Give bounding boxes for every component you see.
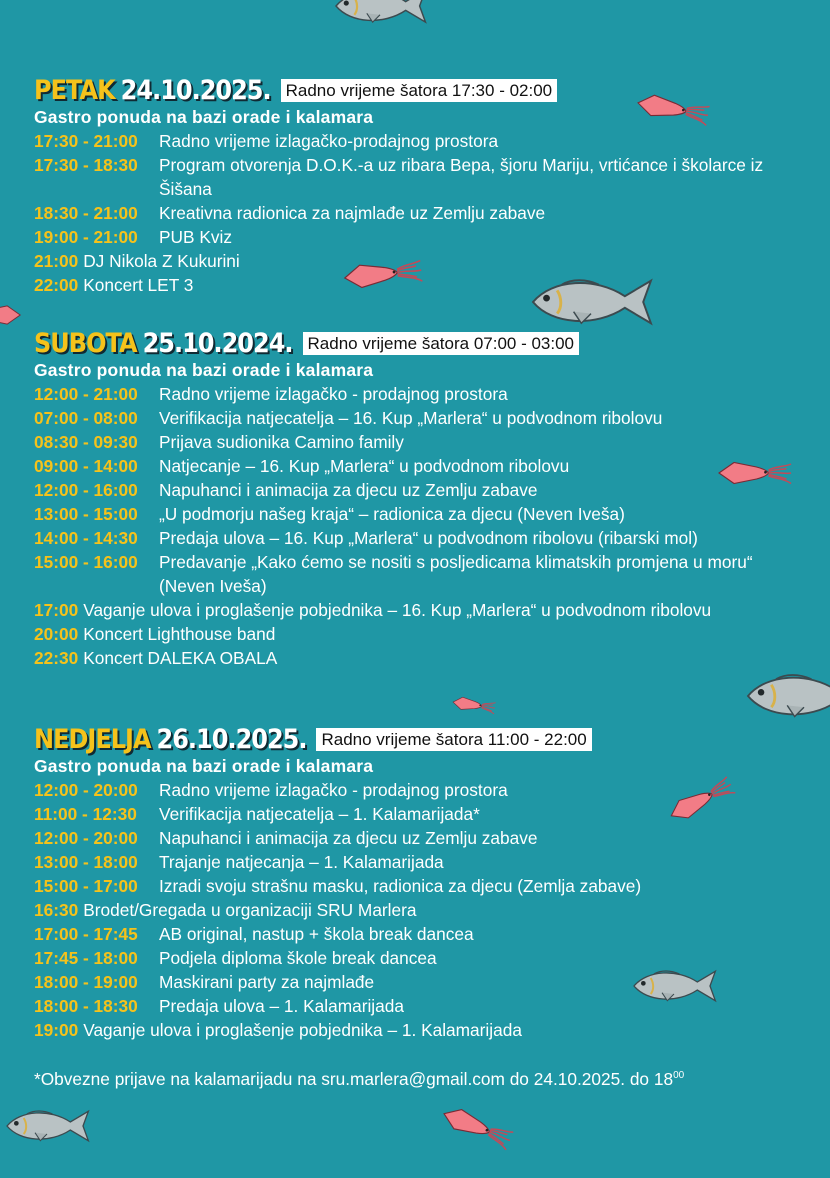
schedule-desc: Maskirani party za najmlađe	[159, 972, 375, 992]
schedule-item	[34, 922, 804, 946]
schedule-desc: Predaja ulova – 1. Kalamarijada	[159, 996, 404, 1016]
footnote-text: *Obvezne prijave na kalamarijadu na sru.marlera@gmail.com do 24.10.2025. do 18	[34, 1069, 674, 1089]
schedule-item	[34, 273, 804, 297]
schedule-item	[34, 850, 804, 874]
schedule-time: 08:30 - 09:30	[34, 432, 138, 452]
schedule-time: 12:00 - 21:00	[34, 384, 138, 404]
schedule-desc: Radno vrijeme izlagačko - prodajnog prostora	[159, 780, 508, 800]
schedule-item	[34, 946, 804, 970]
schedule-desc: AB original, nastup + škola break dancea	[159, 924, 474, 944]
schedule-item	[34, 802, 804, 826]
schedule-desc: PUB Kviz	[159, 227, 232, 247]
schedule-desc: „U podmorju našeg kraja“ – radionica za djecu (Neven Iveša)	[159, 504, 625, 524]
schedule-item	[34, 874, 804, 898]
day-name: PETAK	[34, 74, 115, 106]
schedule-item	[34, 898, 804, 922]
schedule-time: 20:00	[34, 624, 79, 644]
sea-bream-icon	[312, 0, 448, 28]
schedule-item	[34, 478, 804, 502]
schedule-item	[34, 153, 804, 201]
day-date: 25.10.2024.	[142, 327, 293, 359]
schedule-item	[34, 550, 804, 598]
schedule-item	[34, 646, 804, 670]
schedule-item	[34, 249, 804, 273]
schedule-time: 22:00	[34, 275, 79, 295]
schedule-desc: Koncert DALEKA OBALA	[83, 648, 278, 668]
schedule-item	[34, 225, 804, 249]
sea-bream-icon	[734, 668, 830, 724]
schedule-desc: Natjecanje – 16. Kup „Marlera“ u podvodnom ribolovu	[159, 456, 570, 476]
squid-icon	[437, 1099, 517, 1155]
schedule-item	[34, 502, 804, 526]
day-date: 26.10.2025.	[156, 723, 307, 755]
day-name: NEDJELJA	[34, 723, 151, 755]
schedule-list	[34, 382, 804, 670]
schedule-desc: Vaganje ulova i proglašenje pobjednika – 1. Kalamarijada	[83, 1020, 522, 1040]
schedule-item	[34, 430, 804, 454]
gastro-offer: Gastro ponuda na bazi orade i kalamara	[34, 360, 374, 380]
schedule-time: 09:00 - 14:00	[34, 456, 138, 476]
day-header	[34, 724, 804, 754]
schedule-list	[34, 778, 804, 1042]
schedule-desc: Vaganje ulova i proglašenje pobjednika – 16. Kup „Marlera“ u podvodnom ribolovu	[83, 600, 712, 620]
schedule-time: 15:00 - 17:00	[34, 876, 138, 896]
day-date: 24.10.2025.	[120, 74, 271, 106]
schedule-time: 12:00 - 20:00	[34, 780, 138, 800]
schedule-time: 17:00	[34, 600, 79, 620]
schedule-desc: Prijava sudionika Camino family	[159, 432, 404, 452]
schedule-item	[34, 201, 804, 225]
schedule-desc: Verifikacija natjecatelja – 16. Kup „Marlera“ u podvodnom ribolovu	[159, 408, 663, 428]
schedule-item	[34, 994, 804, 1018]
schedule-desc: Koncert LET 3	[83, 275, 194, 295]
schedule-time: 15:00 - 16:00	[34, 552, 138, 572]
schedule-time: 14:00 - 14:30	[34, 528, 138, 548]
schedule-desc: Predavanje „Kako ćemo se nositi s posljedicama klimatskih promjena u moru“ (Neven Iveša)	[159, 552, 753, 596]
schedule-desc: Izradi svoju strašnu masku, radionica za djecu (Zemlja zabave)	[159, 876, 642, 896]
schedule-desc: Brodet/Gregada u organizaciji SRU Marlera	[83, 900, 417, 920]
squid-icon	[451, 693, 497, 717]
schedule-item	[34, 970, 804, 994]
schedule-time: 18:00 - 18:30	[34, 996, 138, 1016]
tent-hours-badge: Radno vrijeme šatora 07:00 - 03:00	[303, 332, 580, 355]
schedule-time: 07:00 - 08:00	[34, 408, 138, 428]
schedule-time: 12:00 - 20:00	[34, 828, 138, 848]
tent-hours-badge: Radno vrijeme šatora 17:30 - 02:00	[281, 79, 558, 102]
schedule-time: 13:00 - 15:00	[34, 504, 138, 524]
schedule-desc: Predaja ulova – 16. Kup „Marlera“ u podvodnom ribolovu (ribarski mol)	[159, 528, 698, 548]
schedule-time: 18:30 - 21:00	[34, 203, 138, 223]
schedule-desc: Radno vrijeme izlagačko - prodajnog prostora	[159, 384, 508, 404]
schedule-desc: Radno vrijeme izlagačko-prodajnog prostora	[159, 131, 499, 151]
schedule-item	[34, 598, 804, 622]
schedule-desc: Napuhanci i animacija za djecu uz Zemlju zabave	[159, 480, 538, 500]
footnote-superscript: 00	[673, 1070, 685, 1081]
schedule-time: 21:00	[34, 251, 79, 271]
schedule-time: 12:00 - 16:00	[34, 480, 138, 500]
schedule-time: 13:00 - 18:00	[34, 852, 138, 872]
schedule-item	[34, 622, 804, 646]
schedule-desc: Kreativna radionica za najmlađe uz Zemlju zabave	[159, 203, 546, 223]
schedule-item	[34, 382, 804, 406]
sea-bream-icon	[0, 1106, 94, 1146]
schedule-item	[34, 406, 804, 430]
schedule-time: 17:30 - 21:00	[34, 131, 138, 151]
schedule-time: 17:30 - 18:30	[34, 155, 138, 175]
schedule-item	[34, 526, 804, 550]
day-name: SUBOTA	[34, 327, 137, 359]
schedule-desc: Trajanje natjecanja – 1. Kalamarijada	[159, 852, 444, 872]
schedule-time: 18:00 - 19:00	[34, 972, 138, 992]
schedule-time: 17:00 - 17:45	[34, 924, 138, 944]
schedule-desc: Napuhanci i animacija za djecu uz Zemlju zabave	[159, 828, 538, 848]
day-section-nedjelja	[34, 724, 804, 1042]
squid-icon	[0, 302, 22, 328]
schedule-desc: Podjela diploma škole break dancea	[159, 948, 437, 968]
schedule-list	[34, 129, 804, 297]
schedule-time: 11:00 - 12:30	[34, 804, 137, 824]
day-header	[34, 328, 804, 358]
day-section-subota	[34, 328, 804, 670]
schedule-desc: Program otvorenja D.O.K.-a uz ribara Bepa, šjoru Mariju, vrtićance i školarce iz Šišana	[159, 155, 764, 199]
schedule-desc: DJ Nikola Z Kukurini	[83, 251, 240, 271]
schedule-item	[34, 778, 804, 802]
schedule-time: 19:00 - 21:00	[34, 227, 138, 247]
schedule-desc: Koncert Lighthouse band	[83, 624, 276, 644]
schedule-desc: Verifikacija natjecatelja – 1. Kalamarijada*	[159, 804, 480, 824]
gastro-offer: Gastro ponuda na bazi orade i kalamara	[34, 107, 374, 127]
schedule-item	[34, 129, 804, 153]
schedule-item	[34, 1018, 804, 1042]
day-header	[34, 75, 804, 105]
tent-hours-badge: Radno vrijeme šatora 11:00 - 22:00	[316, 728, 591, 751]
gastro-offer: Gastro ponuda na bazi orade i kalamara	[34, 756, 374, 776]
schedule-item	[34, 454, 804, 478]
day-section-petak	[34, 75, 804, 297]
registration-footnote	[34, 1064, 684, 1091]
schedule-time: 22:30	[34, 648, 79, 668]
schedule-time: 19:00	[34, 1020, 79, 1040]
schedule-item	[34, 826, 804, 850]
schedule-time: 16:30	[34, 900, 79, 920]
schedule-time: 17:45 - 18:00	[34, 948, 138, 968]
